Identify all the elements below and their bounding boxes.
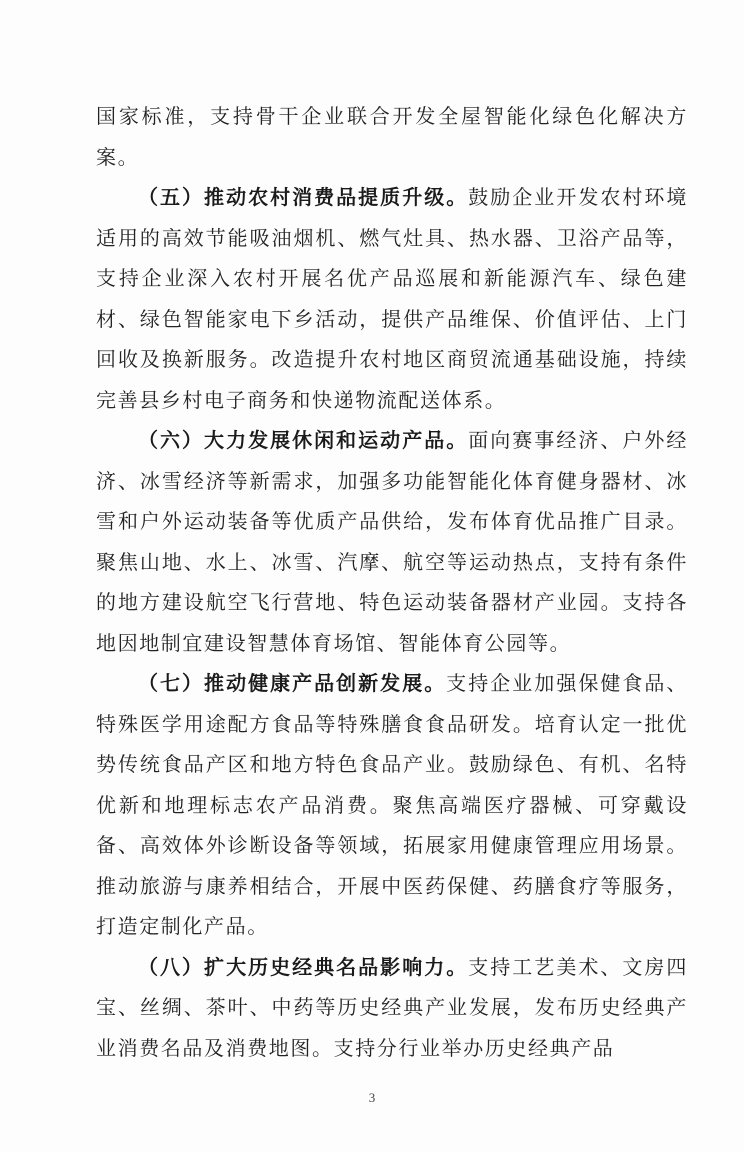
paragraph-text: 面向赛事经济、户外经济、冰雪经济等新需求，加强多功能智能化体育健身器材、冰雪和户外运动装备等优质产品供给，发布体育优品推广目录。聚焦山地、水上、冰雪、汽摩、航空等运动热点，支持有条件的地方建设航空飞行营地、特色运动装备器材产业园。支持各地因地制宜建设智慧体育场馆、智能体育公园等。 xyxy=(96,428,688,655)
paragraph-continuation xyxy=(96,96,688,177)
section-heading-5: （五）推动农村消费品提质升级。 xyxy=(138,185,469,209)
paragraph-section-5 xyxy=(96,177,688,420)
paragraph-section-7 xyxy=(96,663,688,947)
paragraph-text: 支持工艺美术、文房四宝、丝绸、茶叶、中药等历史经典产业发展，发布历史经典产业消费名品及消费地图。支持分行业举办历史经典产品 xyxy=(96,954,688,1060)
document-body xyxy=(96,96,688,1068)
paragraph-text: 国家标准，支持骨干企业联合开发全屋智能化绿色化解决方案。 xyxy=(96,104,688,169)
section-heading-6: （六）大力发展休闲和运动产品。 xyxy=(138,428,469,452)
paragraph-section-6 xyxy=(96,420,688,663)
paragraph-text: 支持企业加强保健食品、特殊医学用途配方食品等特殊膳食食品研发。培育认定一批优势传统食品产区和地方特色食品产业。鼓励绿色、有机、名特优新和地理标志农产品消费。聚焦高端医疗器械、可穿戴设备、高效体外诊断设备等领域，拓展家用健康管理应用场景。推动旅游与康养相结合，开展中医药保健、药膳食疗等服务，打造定制化产品。 xyxy=(96,671,688,938)
section-heading-8: （八）扩大历史经典名品影响力。 xyxy=(138,954,469,979)
paragraph-text: 鼓励企业开发农村环境适用的高效节能吸油烟机、燃气灶具、热水器、卫浴产品等，支持企业深入农村开展名优产品巡展和新能源汽车、绿色建材、绿色智能家电下乡活动，提供产品维保、价值评估、上门回收及换新服务。改造提升农村地区商贸流通基础设施，持续完善县乡村电子商务和快递物流配送体系。 xyxy=(96,185,688,412)
paragraph-section-8 xyxy=(96,947,688,1069)
page-number: 3 xyxy=(368,1090,376,1105)
section-heading-7: （七）推动健康产品创新发展。 xyxy=(138,671,447,695)
